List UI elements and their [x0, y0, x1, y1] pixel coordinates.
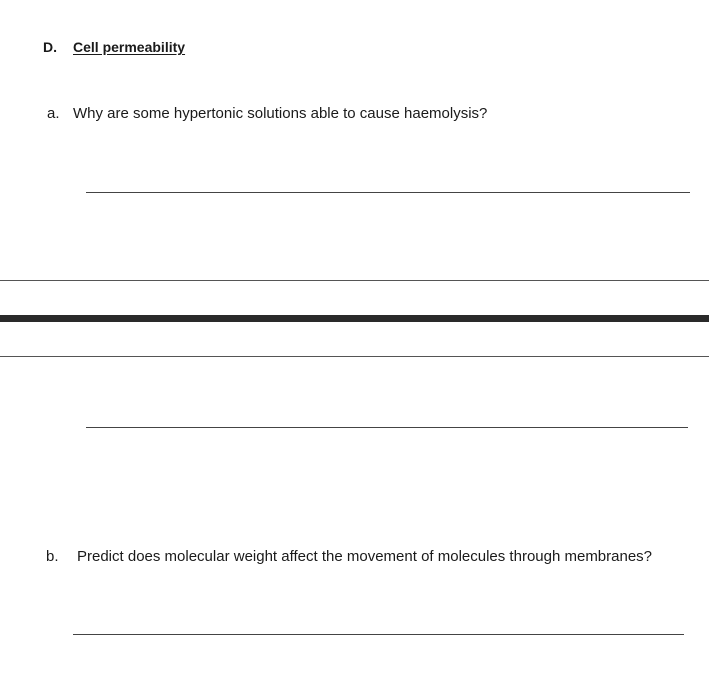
section-letter: D. [43, 39, 57, 55]
question-b-text: Predict does molecular weight affect the movement of molecules through membranes? [77, 548, 653, 565]
answer-line-a-1[interactable] [86, 192, 690, 193]
question-a-marker: a. [47, 105, 60, 122]
answer-line-b-1[interactable] [73, 634, 684, 635]
answer-line-a-2[interactable] [86, 427, 688, 428]
page-divider-top [0, 280, 709, 281]
page-divider-thick [0, 315, 709, 322]
page-divider-bottom [0, 356, 709, 357]
question-b-marker: b. [46, 548, 59, 565]
section-title: Cell permeability [73, 39, 186, 55]
question-a-text: Why are some hypertonic solutions able to cause haemolysis? [73, 105, 488, 122]
